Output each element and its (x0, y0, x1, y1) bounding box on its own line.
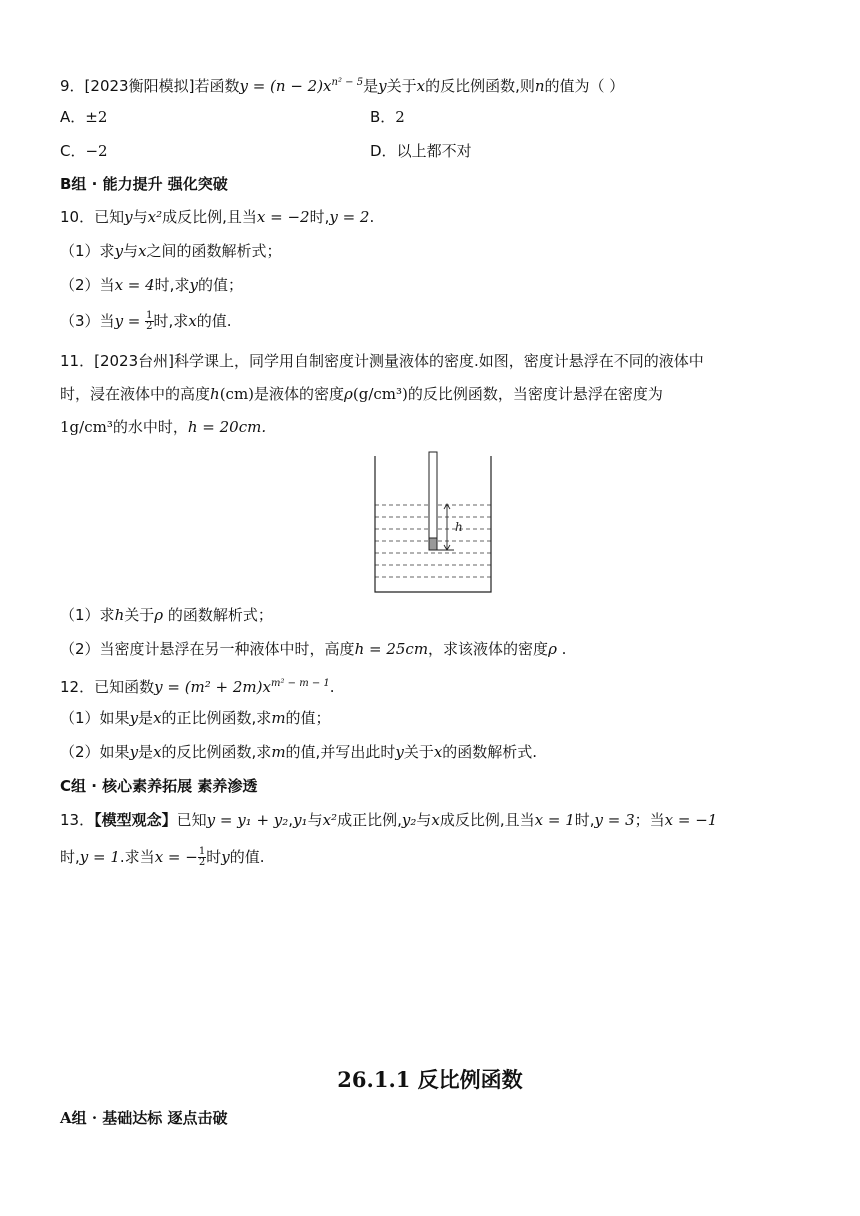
q11-l3-c: h = 20cm. (187, 418, 267, 436)
q12-t2: . (329, 678, 335, 696)
q12-sub2-x2: x (433, 743, 443, 761)
q11-sub-1 (60, 604, 273, 626)
q11-line-3 (60, 416, 266, 438)
q13-c3: x = −1 (664, 811, 718, 829)
q10-sub3-a: 当 (99, 312, 115, 330)
hydrometer-figure (370, 450, 498, 596)
option-label: C． (60, 142, 86, 160)
q10-sub2-y: y (189, 276, 198, 294)
q10-x2: x² (147, 208, 163, 226)
q13-l2-d: 的值. (229, 848, 265, 866)
question-9 (60, 72, 624, 97)
q10-sub2-c: 的值； (197, 276, 243, 294)
q12-sub2-f: 的函数解析式. (442, 743, 538, 761)
hydrometer-tube (429, 452, 437, 550)
question-13 (60, 809, 717, 831)
q10-sub1-a: 求 (99, 242, 115, 260)
q12-sub2-y2: y (395, 743, 404, 761)
hydrometer-weight (429, 538, 437, 550)
q13-t4: 成正比例, (337, 811, 402, 829)
q10-sub-3 (60, 310, 232, 332)
q12-sub1-a: 如果 (99, 709, 130, 727)
q9-option-c[interactable] (60, 140, 108, 162)
q9-function: y = (n − 2)x (239, 77, 332, 95)
q10-sub2-cond: x = 4 (114, 276, 155, 294)
option-value: −2 (85, 142, 108, 160)
q13-number: 13． (60, 811, 95, 829)
q13-t3: 与 (307, 811, 323, 829)
q11-l2-a: 时，浸在液体中的高度 (60, 385, 211, 403)
q12-sub2-c: 的反比例函数,求 (161, 743, 272, 761)
option-label: B． (370, 108, 396, 126)
q10-number: 10． (60, 208, 95, 226)
q13-t8: ；当 (634, 811, 665, 829)
q10-sub1-c: 之间的函数解析式； (146, 242, 282, 260)
q13-yv: y (221, 848, 230, 866)
q11-sub2-c: . (556, 640, 567, 658)
q11-sub2-b: ，求该液体的密度 (428, 640, 549, 658)
q10-sub1-y: y (114, 242, 124, 260)
q13-x: x (431, 811, 440, 829)
sub-label: （1） (60, 606, 100, 624)
q13-c2: y = 3 (594, 811, 635, 829)
q12-function: y = (m² + 2m)x (154, 678, 271, 696)
section-a-heading: A组 · 基础达标 逐点击破 (60, 1109, 228, 1127)
q9-text-a: 若函数 (194, 77, 240, 95)
section-b-heading: B组 · 能力提升 强化突破 (60, 175, 228, 193)
q12-t1: 已知函数 (94, 678, 155, 696)
q10-sub3-y: y = (114, 312, 141, 330)
q13-y1: y₁ (293, 811, 308, 829)
sub-label: （2） (60, 640, 100, 658)
q13-c5: x = − (154, 848, 198, 866)
q13-l2-a: 时, (60, 848, 80, 866)
q9-var-y: y (378, 77, 387, 95)
q10-t1: 已知 (94, 208, 125, 226)
q11-sub-2 (60, 638, 566, 660)
option-value: 2 (395, 108, 405, 126)
sub-label: （1） (60, 709, 100, 727)
q10-sub1-x: x (138, 242, 147, 260)
q13-t2: , (288, 811, 294, 829)
q9-text-d: 的反比例函数,则 (425, 77, 535, 95)
section-c-heading: C组 · 核心素养拓展 素养渗透 (60, 777, 258, 795)
option-label: A． (60, 108, 86, 126)
sub-label: （2） (60, 276, 100, 294)
q10-fraction (145, 311, 153, 332)
q10-t4: 时, (309, 208, 330, 226)
q11-sub1-h: h (114, 606, 125, 624)
q13-x2: x² (322, 811, 338, 829)
q11-l2-c: 的反比例函数，当密度计悬浮在密度为 (407, 385, 663, 403)
q13-line-2 (60, 846, 264, 868)
option-value: ±2 (85, 108, 108, 126)
q13-t6: 成反比例,且当 (439, 811, 535, 829)
q10-y: y (124, 208, 133, 226)
q13-fraction (198, 847, 206, 868)
q11-l2-b: 是液体的密度 (254, 385, 345, 403)
q11-sub2-a: 当密度计悬浮在另一种液体中时，高度 (99, 640, 355, 658)
height-label: h (455, 520, 463, 534)
question-10 (60, 206, 374, 228)
fraction-numerator: 1 (146, 310, 153, 321)
q10-sub-1 (60, 240, 282, 262)
sub-label: （2） (60, 743, 100, 761)
option-label: D． (370, 142, 397, 160)
q12-sub1-b: 是 (138, 709, 154, 727)
q12-sub1-c: 的正比例函数,求 (161, 709, 272, 727)
q9-exponent: n² − 5 (331, 77, 364, 88)
q9-option-b[interactable] (370, 106, 405, 128)
q11-number: 11． (60, 352, 95, 370)
q13-t5: 与 (416, 811, 432, 829)
q9-var-x: x (416, 77, 426, 95)
q12-sub2-b: 是 (138, 743, 154, 761)
q11-sub1-b: 关于 (124, 606, 155, 624)
q10-cond1: x = −2 (256, 208, 310, 226)
q11-sub2-h: h = 25cm (354, 640, 429, 658)
q10-t2: 与 (132, 208, 148, 226)
q9-source: [2023衡阳模拟] (84, 77, 195, 95)
q12-sub-2 (60, 741, 537, 763)
q12-sub2-a: 如果 (99, 743, 130, 761)
q10-sub-2 (60, 274, 243, 296)
q11-sub1-c: 的函数解析式； (163, 606, 273, 624)
fraction-denominator: 2 (198, 857, 206, 868)
q11-l2-unit2: (g/cm³) (352, 385, 408, 403)
q10-sub3-b: 时,求 (153, 312, 189, 330)
q13-y2: y₂ (401, 811, 417, 829)
q11-line-2 (60, 383, 663, 405)
q9-number: 9． (60, 77, 85, 95)
fraction-numerator: 1 (198, 846, 206, 857)
q11-sub1-a: 求 (99, 606, 115, 624)
q12-sub2-d: 的值,并写出此时 (285, 743, 396, 761)
q12-sub2-x: x (153, 743, 162, 761)
sub-label: （1） (60, 242, 100, 260)
page-title: 26.1.1 反比例函数 (337, 1067, 523, 1092)
option-value: 以上都不对 (396, 142, 472, 160)
q11-l2-unit: (cm) (219, 385, 255, 403)
q13-tag: 【模型观念】 (94, 811, 177, 829)
question-12 (60, 673, 335, 698)
q11-l2-rho: ρ (344, 385, 353, 403)
q11-sub1-rho: ρ (154, 606, 164, 624)
q11-line1: [2023台州]科学课上，同学用自制密度计测量液体的密度.如图，密度计悬浮在不同的液体中 (94, 352, 704, 370)
q11-l2-h: h (210, 385, 220, 403)
q10-sub3-x: x (188, 312, 197, 330)
q9-text-c: 关于 (386, 77, 417, 95)
q12-sub-1 (60, 707, 331, 729)
q10-sub2-b: 时,求 (154, 276, 190, 294)
q9-option-d[interactable] (370, 140, 472, 162)
q13-c1: x = 1 (534, 811, 575, 829)
q12-exponent: m² − m − 1 (270, 678, 330, 689)
q12-number: 12． (60, 678, 95, 696)
q13-t1: 已知 (176, 811, 207, 829)
q9-var-n: n (534, 77, 545, 95)
q9-text-b: 是 (363, 77, 379, 95)
q9-option-a[interactable] (60, 106, 107, 128)
q9-text-e: 的值为（ ） (544, 77, 625, 95)
q12-sub1-m: m (271, 709, 286, 727)
q11-l3-a: 1g/cm³ (60, 418, 113, 436)
q12-sub2-m: m (271, 743, 286, 761)
fraction-denominator: 2 (146, 321, 153, 332)
q10-sub3-c: 的值. (196, 312, 232, 330)
q11-l3-b: 的水中时， (112, 418, 188, 436)
sub-label: （3） (60, 312, 100, 330)
q10-cond2: y = 2 (329, 208, 370, 226)
q13-t7: 时, (574, 811, 595, 829)
q12-sub2-y: y (129, 743, 139, 761)
q11-sub2-rho: ρ (548, 640, 557, 658)
q12-sub1-x: x (153, 709, 162, 727)
q10-sub1-b: 与 (123, 242, 139, 260)
q13-l2-b: .求当 (119, 848, 155, 866)
q12-sub2-e: 关于 (403, 743, 434, 761)
q12-sub1-d: 的值； (285, 709, 331, 727)
q12-sub1-y: y (129, 709, 139, 727)
q10-t3: 成反比例,且当 (162, 208, 257, 226)
q13-eq1: y = y₁ + y₂ (206, 811, 289, 829)
q13-l2-c: 时 (206, 848, 222, 866)
q13-c4: y = 1 (79, 848, 120, 866)
q10-t5: . (369, 208, 375, 226)
q10-sub2-a: 当 (99, 276, 115, 294)
question-11 (60, 350, 704, 372)
